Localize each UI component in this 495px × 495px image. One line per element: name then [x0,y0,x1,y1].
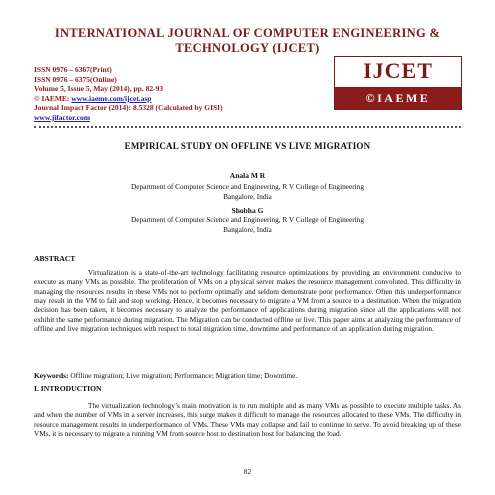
logo-bottom-text: ©IAEME [335,87,461,109]
abstract-heading: ABSTRACT [34,254,76,263]
paper-title: EMPIRICAL STUDY ON OFFLINE VS LIVE MIGRATION [124,141,371,151]
section-heading-introduction: I. INTRODUCTION [34,384,102,393]
iaeme-link[interactable]: www.iaeme.com/ijcet.asp [71,93,152,103]
author-affiliation [60,182,435,201]
affiliation-city: Bangalore, India [223,224,272,234]
journal-title-line-2: TECHNOLOGY (IJCET) [175,41,320,55]
affiliation-line: Department of Computer Science and Engineering, R V College of Engineering [131,215,364,224]
keywords-line [34,371,461,380]
abstract-text: Virtualization is a state-of-the-art technology facilitating resource optimizations by providing an environment conducive to execute as many VMs as possible. The proliferation of VMs on a physical server makes the resource management convoluted. This difficulty in managing the resources results in these VMs not to perform optimally and seldom demonstrate poor performance. Often this underperformance may result in the VM to fail and stop working. Hence, it becomes necessary to migrate a VM from a source to a destination. When the migration decision has been taken, it becomes necessary to analyze the performance of applications during migration since all the applications will not exhibit the same performance during migration. The Migration can be conducted offline or live. This paper aims at analyzing the performance of offline and live migration techniques with respect to total migration time, downtime and performance of an application during migration. [34,268,461,334]
issn-print: ISSN 0976 – 6367(Print) [34,65,112,74]
volume-info: Volume 5, Issue 5, May (2014), pp. 82-93 [34,84,164,94]
journal-title-line-1: INTERNATIONAL JOURNAL OF COMPUTER ENGINEERING & [54,26,441,40]
journal-title [30,26,465,56]
introduction-paragraph [34,401,461,438]
journal-meta [34,65,223,123]
iaeme-prefix: © IAEME: [34,93,72,103]
iaeme-line [34,94,223,104]
page-number: 82 [243,467,252,476]
issn-online: ISSN 0976 – 6375(Online) [34,74,117,84]
jifactor-link[interactable]: www.jifactor.com [34,112,90,122]
logo-top-text: IJCET [363,58,433,83]
keywords-label: Keywords: [34,371,69,380]
ijcet-logo [334,56,462,110]
author-affiliation [60,215,435,234]
abstract-paragraph [34,268,461,333]
author-name: Shobha G [231,206,264,215]
header-divider [34,126,461,128]
affiliation-line: Department of Computer Science and Engineering, R V College of Engineering [131,182,364,191]
affiliation-city: Bangalore, India [223,191,272,201]
introduction-text: The virtualization technology’s main motivation is to run multiple and as many VMs as possible to execute multiple tasks. As and when the number of VMs in a server increases, this surge makes it difficult to manage the resources allocated to these VMs. The difficulty in resource management results in underperformance of VMs. These VMs may collapse and fail to continue to serve. To avoid breaking up of these VMs, it is necessary to migrate a running VM from source host to destination host for balancing the load. [34,401,461,439]
impact-factor: Journal Impact Factor (2014): 8.5328 (Calculated by GISI) [34,103,223,113]
author-name: Anala M R [229,171,266,180]
keywords-text: Offline migration; Live migration; Performance; Migration time; Downtime. [68,371,298,380]
